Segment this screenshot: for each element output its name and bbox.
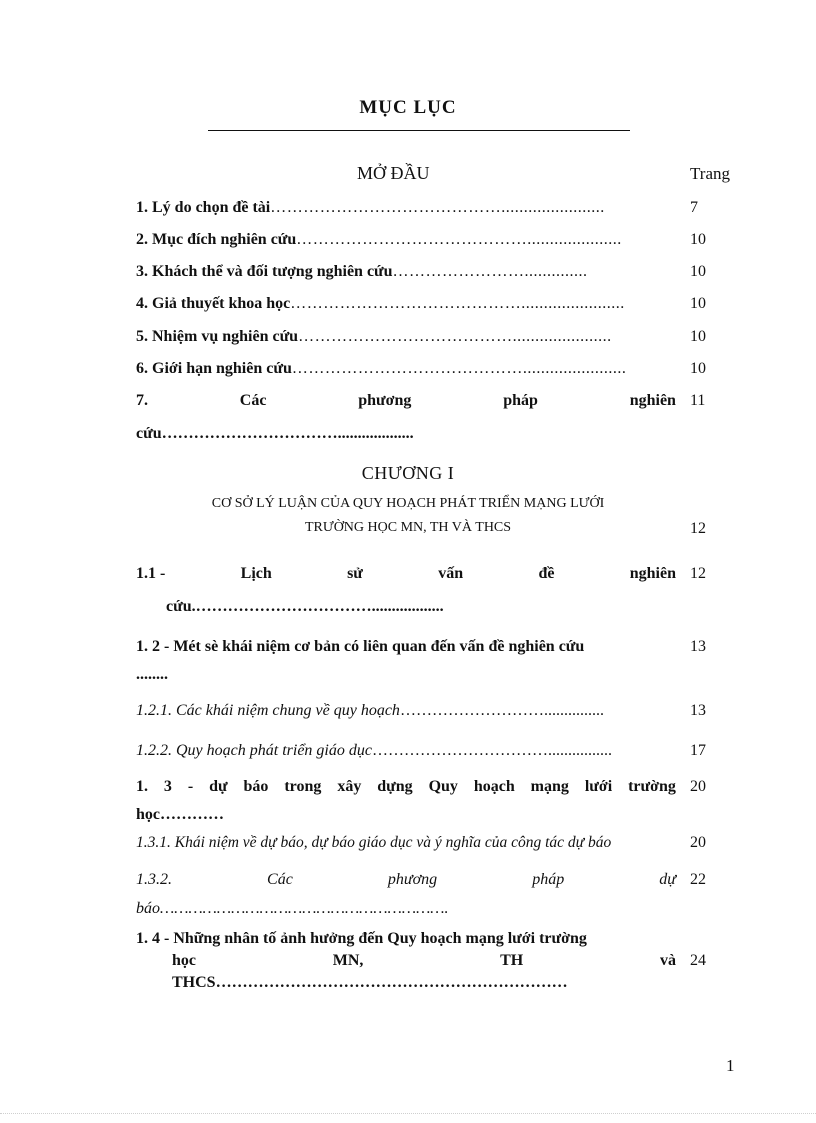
word: báo — [243, 778, 269, 795]
toc-leader: ……………………………………....................... — [290, 295, 625, 312]
word: pháp — [503, 392, 538, 409]
toc-entry[interactable] — [136, 702, 676, 720]
toc-entry[interactable] — [136, 199, 676, 217]
word: học — [172, 952, 196, 969]
word: Lịch — [240, 565, 272, 582]
toc-leader: …………………….............. — [392, 263, 588, 280]
word: sử — [347, 565, 363, 582]
word: 1.1 - — [136, 565, 166, 582]
toc-entry[interactable]: 1. 4 - Những nhân tố ảnh hưởng đến Quy hoạch mạng lưới trường — [136, 930, 587, 947]
toc-entry-label: 5. Nhiệm vụ nghiên cứu — [136, 328, 299, 345]
toc-leader: ……………………………………....................... — [270, 199, 605, 216]
toc-entry-justified[interactable] — [136, 871, 676, 889]
section-heading: MỞ ĐẦU — [357, 163, 430, 183]
word: 7. — [136, 392, 148, 409]
word: TH — [500, 952, 524, 969]
toc-entry-continuation: THCS………………………………………………………… — [172, 974, 568, 991]
toc-entry[interactable] — [136, 328, 676, 346]
toc-entry[interactable] — [136, 295, 676, 313]
toc-entry-justified[interactable] — [172, 952, 676, 970]
word: Các — [239, 392, 267, 409]
word: dựng — [377, 778, 413, 795]
toc-leader: ……………………………………..................... — [296, 231, 622, 248]
toc-page: 20 — [690, 834, 706, 851]
word: dự — [209, 778, 228, 795]
word: nghiên — [629, 392, 676, 409]
page-title: MỤC LỤC — [359, 97, 457, 118]
toc-leader: …………………………………...................... — [298, 328, 612, 345]
toc-entry[interactable]: 1. 2 - Mét sè khái niệm cơ bản có liên quan đến vấn đề nghiên cứu — [136, 638, 585, 655]
toc-entry[interactable] — [136, 360, 676, 378]
toc-page: 20 — [690, 778, 706, 795]
toc-page: 17 — [690, 742, 706, 759]
toc-entry-label: 2. Mục đích nghiên cứu — [136, 231, 297, 248]
word: lưới — [584, 778, 613, 795]
toc-page: 22 — [690, 871, 706, 888]
word: hoạch — [473, 778, 515, 795]
toc-entry-label: 1. Lý do chọn đề tài — [136, 199, 271, 216]
toc-entry-label: 1.2.1. Các khái niệm chung về quy hoạch — [136, 702, 400, 719]
word: xây — [337, 778, 362, 795]
toc-entry-label: 4. Giả thuyết khoa học — [136, 295, 291, 312]
toc-page: 12 — [690, 565, 706, 582]
chapter-subtitle-line1: CƠ SỞ LÝ LUẬN CỦA QUY HOẠCH PHÁT TRIỂN MẠNG LƯỚI — [211, 496, 605, 511]
word: trong — [284, 778, 322, 795]
toc-entry-label: 6. Giới hạn nghiên cứu — [136, 360, 292, 377]
toc-page: 10 — [690, 295, 706, 312]
toc-leader: ………………………............... — [399, 702, 604, 719]
chapter-subtitle-line2: TRƯỜNG HỌC MN, TH VÀ THCS — [304, 520, 512, 535]
toc-entry-label: 1.2.2. Quy hoạch phát triển giáo dục — [136, 742, 372, 759]
word: - — [187, 778, 194, 795]
word: Quy — [428, 778, 458, 795]
chapter-title: CHƯƠNG I — [361, 463, 455, 483]
word: dự — [659, 871, 676, 888]
word: đề — [538, 565, 555, 582]
toc-entry-label: 3. Khách thể và đối tượng nghiên cứu — [136, 263, 393, 280]
word: 3 — [163, 778, 172, 795]
toc-entry[interactable] — [136, 231, 676, 249]
word: nghiên — [629, 565, 676, 582]
word: vấn — [438, 565, 464, 582]
word: và — [659, 952, 676, 969]
toc-leader: ……………………………………....................... — [291, 360, 627, 377]
page-number: 1 — [726, 1056, 735, 1075]
word: pháp — [532, 871, 565, 888]
toc-page: 10 — [690, 231, 706, 248]
page-bottom-border — [0, 1113, 816, 1114]
toc-entry-justified[interactable] — [136, 392, 676, 410]
toc-entry[interactable]: 1.3.1. Khái niệm về dự báo, dự báo giáo dục và ý nghĩa của công tác dự báo — [136, 834, 612, 851]
toc-page: 10 — [690, 263, 706, 280]
word: MN, — [332, 952, 364, 969]
toc-page: 11 — [690, 392, 706, 409]
word: Các — [267, 871, 293, 888]
word: 1.3.2. — [136, 871, 172, 888]
toc-page: 13 — [690, 702, 706, 719]
word: 1. — [136, 778, 148, 795]
toc-entry-justified[interactable] — [136, 778, 676, 796]
title-underline — [208, 130, 630, 131]
toc-entry-continuation: báo……………………………………………………. — [136, 900, 449, 917]
toc-entry-continuation: cứu.…………………………….................. — [166, 598, 444, 615]
toc-page: 24 — [690, 952, 706, 969]
word: phương — [358, 392, 412, 409]
toc-page: 7 — [690, 199, 698, 216]
toc-leader: ……………………………................ — [371, 742, 612, 759]
toc-entry-continuation: học………… — [136, 806, 224, 823]
toc-page: 10 — [690, 360, 706, 377]
toc-page: 12 — [690, 520, 706, 537]
toc-entry-justified[interactable] — [136, 565, 676, 583]
word: phương — [387, 871, 438, 888]
toc-page: 10 — [690, 328, 706, 345]
word: mạng — [530, 778, 569, 795]
toc-entry-continuation: cứu……………………………................... — [136, 425, 414, 442]
page-column-label: Trang — [690, 164, 730, 183]
toc-page: 13 — [690, 638, 706, 655]
toc-entry-continuation: ........ — [136, 666, 168, 683]
toc-entry[interactable] — [136, 263, 676, 281]
toc-entry[interactable] — [136, 742, 676, 760]
word: trường — [628, 778, 676, 795]
